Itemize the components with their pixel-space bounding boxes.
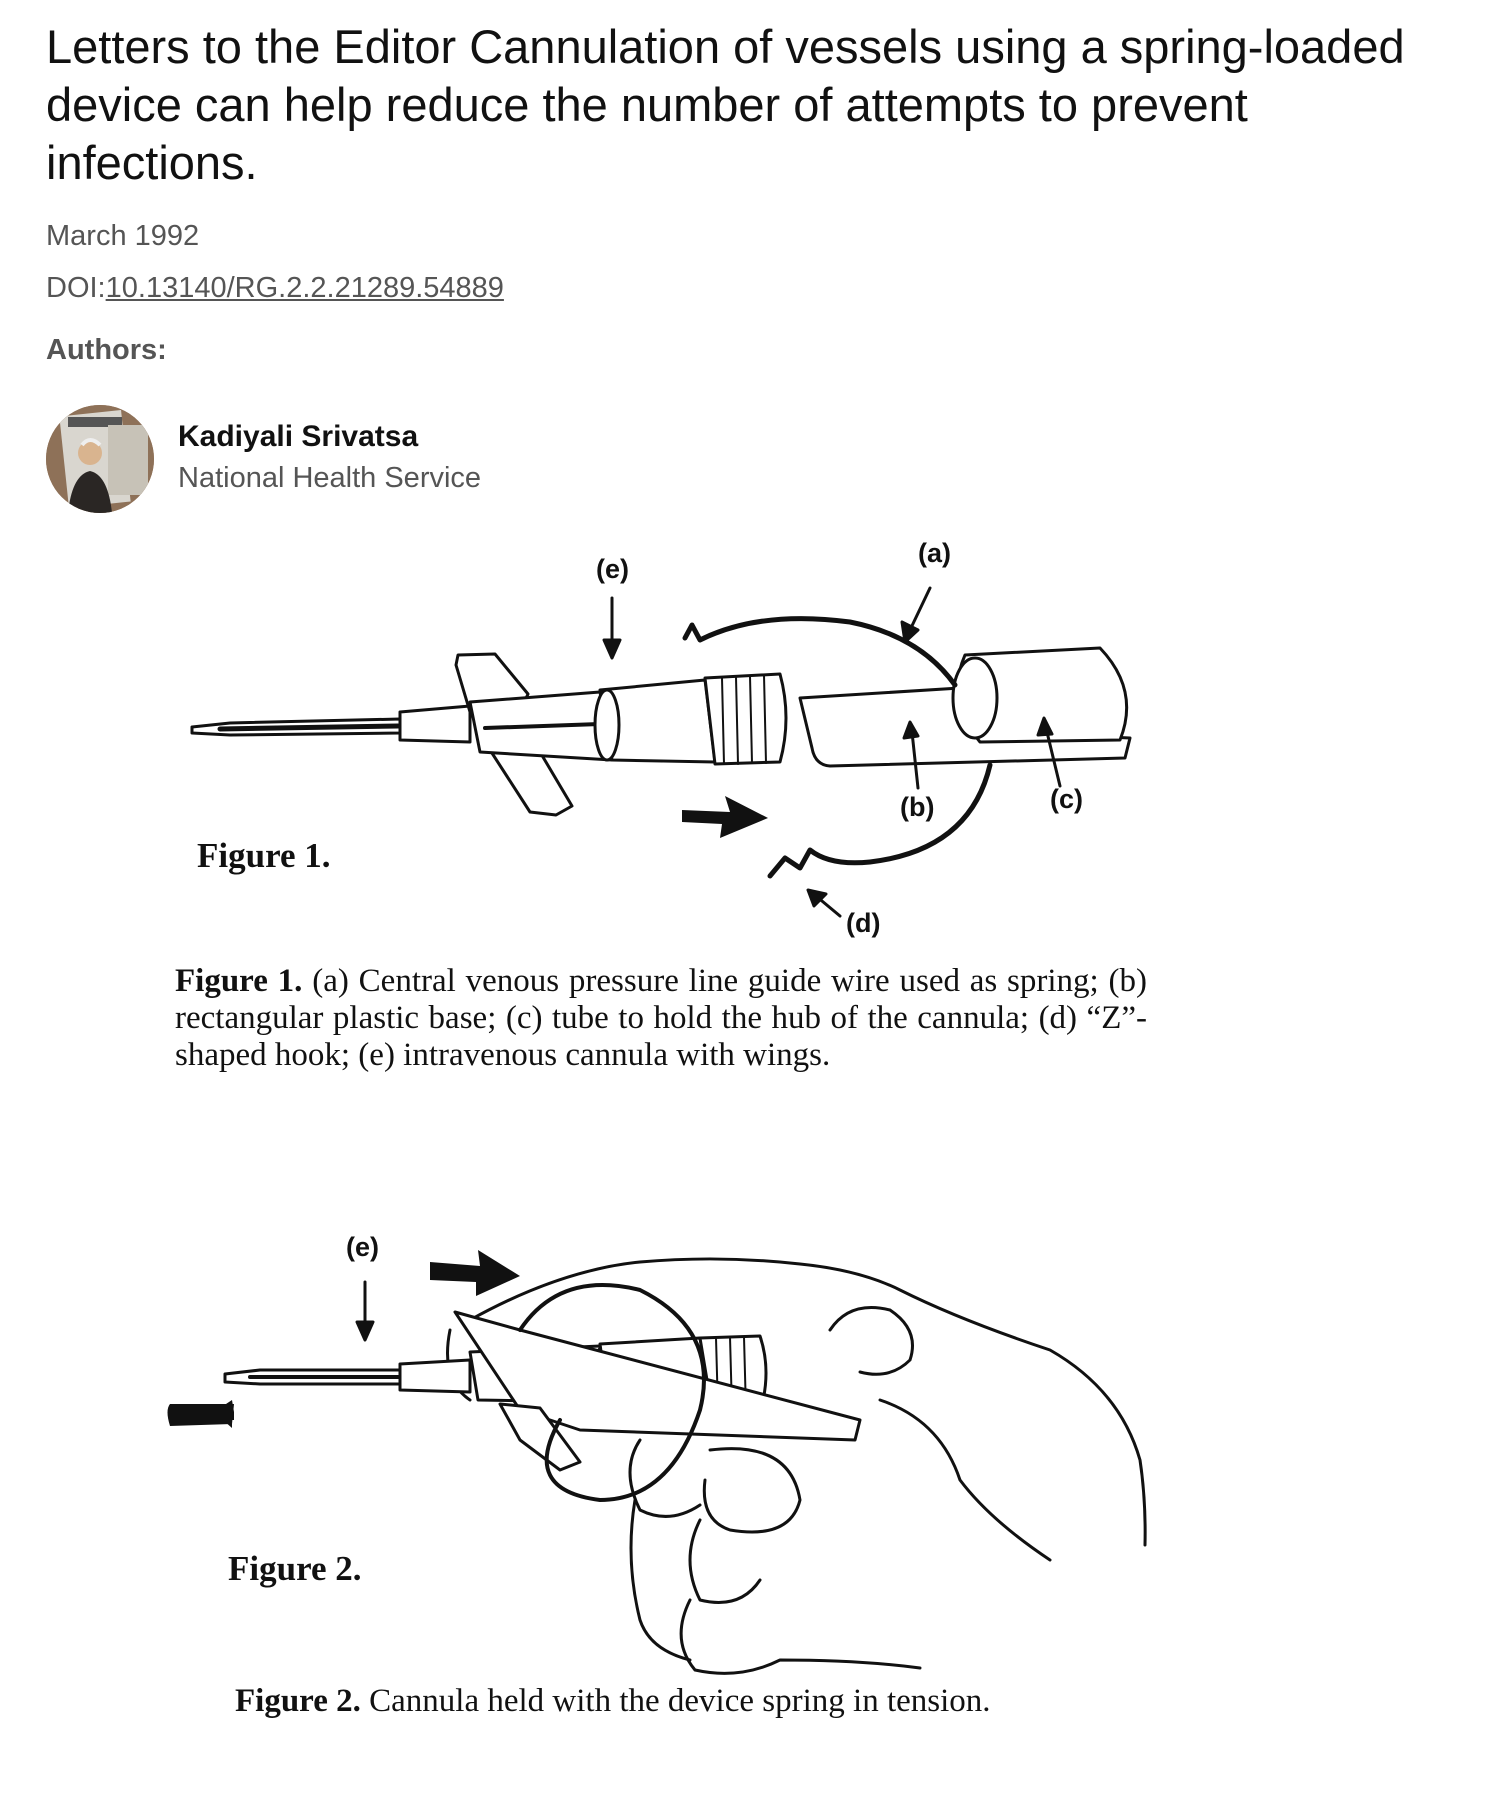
- figure-1-label: Figure 1.: [197, 836, 331, 875]
- figure-1-caption-lead: Figure 1.: [175, 963, 303, 999]
- callout-b: (b): [900, 792, 935, 822]
- avatar[interactable]: [46, 405, 154, 513]
- figure-1-caption: [175, 963, 1147, 1074]
- author-institution: National Health Service: [178, 462, 482, 494]
- figure-2-caption: [235, 1683, 1235, 1720]
- figure-1-caption-text: (a) Central venous pressure line guide wire used as spring; (b) rectangular plastic base; (c) tube to hold the hub of the cannula; (d) “Z”-shaped hook; (e) intravenous cannula with wings.: [175, 963, 1148, 1073]
- figure-2-illustration: [0, 1220, 1508, 1760]
- callout-e-figure-2: (e): [346, 1232, 379, 1262]
- figure-2-caption-text: Cannula held with the device spring in tension.: [369, 1683, 991, 1719]
- callout-d: (d): [846, 908, 881, 938]
- authors-label: Authors:: [46, 334, 167, 366]
- figure-2-caption-lead: Figure 2.: [235, 1683, 361, 1719]
- callout-c: (c): [1050, 784, 1083, 814]
- article-title: Letters to the Editor Cannulation of vessels using a spring-loaded device can help reduce the number of attempts to prevent infections.: [46, 20, 1405, 189]
- publication-date: March 1992: [46, 220, 200, 252]
- doi-prefix: DOI:: [46, 272, 106, 304]
- avatar-photo-icon: [46, 405, 154, 513]
- author-name[interactable]: Kadiyali Srivatsa: [178, 420, 419, 453]
- doi-link[interactable]: 10.13140/RG.2.2.21289.54889: [105, 272, 504, 304]
- doi-line: [46, 272, 504, 305]
- callout-e-figure-1: (e): [596, 554, 629, 584]
- callout-a: (a): [918, 538, 951, 568]
- figure-2-label: Figure 2.: [228, 1549, 362, 1588]
